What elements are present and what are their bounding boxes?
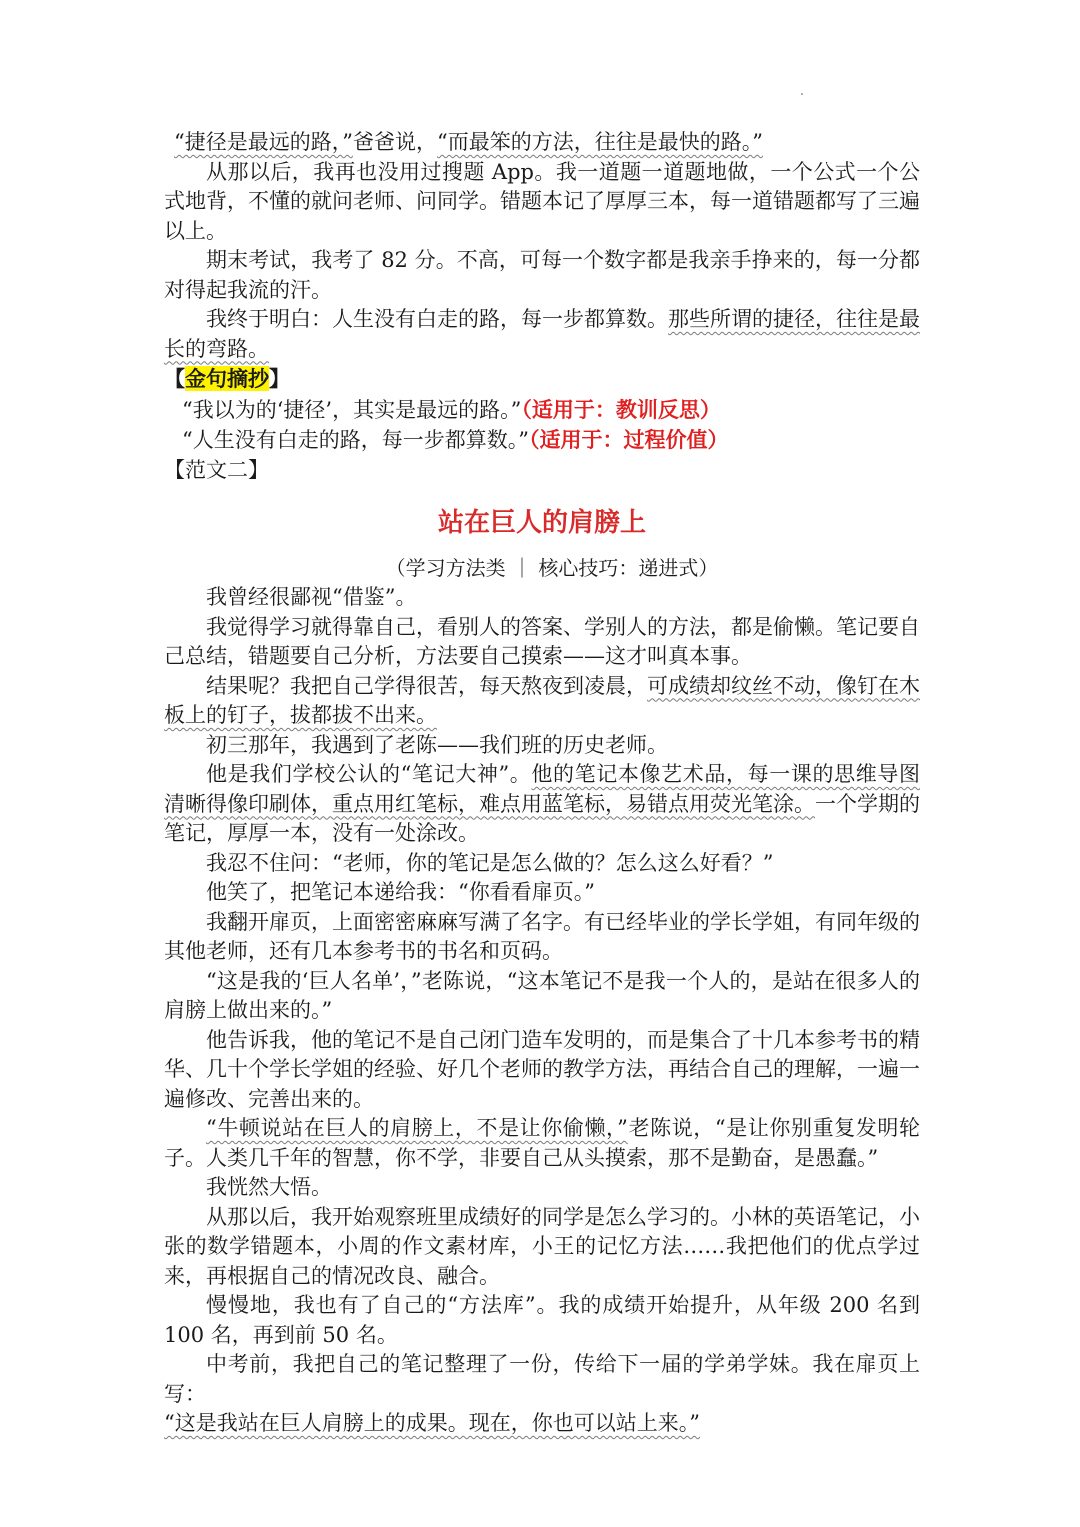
paragraph: 慢慢地，我也有了自己的“方法库”。我的成绩开始提升，从年级 200 名到 100 名，再到前 50 名。: [164, 1293, 920, 1347]
paragraph-dad-quote: [164, 128, 920, 158]
golden-quote-2: [164, 425, 920, 456]
paragraph: 期末考试，我考了 82 分。不高，可每一个数字都是我亲手挣来的，每一分都对得起我流的汗。: [164, 248, 920, 302]
paragraph: 初三那年，我遇到了老陈——我们班的历史老师。: [206, 732, 668, 757]
scan-speck: [801, 93, 803, 95]
paragraph: 我觉得学习就得靠自己，看别人的答案、学别人的方法，都是偷懒。笔记要自己总结，错题要自己分析，方法要自己摸索——这才叫真本事。: [164, 614, 920, 668]
paragraph: 我恍然大悟。: [206, 1175, 332, 1199]
essay-subtitle: （学习方法类 ｜ 核心技巧：递进式）: [385, 556, 719, 580]
paragraph: 从那以后，我再也没用过搜题 App。我一道题一道题地做，一个公式一个公式地背，不懂的就问老师、问同学。错题本记了厚厚三本，每一道错题都写了三遍以上。: [164, 159, 920, 243]
quote-attribution: 爸爸说，: [352, 130, 437, 154]
paragraph: 我忍不住问：“老师，你的笔记是怎么做的？怎么这么好看？”: [206, 850, 774, 875]
text-span: 他是我们学校公认的“笔记大神”。: [206, 762, 532, 786]
essay-title: 站在巨人的肩膀上: [437, 508, 646, 538]
quotes-heading: [164, 364, 920, 395]
paragraph: [164, 1114, 920, 1173]
tag-paren: ）: [707, 427, 729, 452]
document-body: [164, 128, 920, 1439]
highlighted-heading: 金句摘抄: [185, 366, 269, 391]
tag-paren: （: [528, 427, 540, 452]
text-span: 结果呢？我把自己学得很苦，每天熬夜到凌晨，: [206, 673, 647, 698]
underlined-sentence: 那些所谓的捷径，往往是最长的弯路。: [164, 307, 920, 361]
paragraph: 中考前，我把自己的笔记整理了一份，传给下一届的学弟学妹。我在扉页上写：: [164, 1352, 920, 1406]
paragraph: 从那以后，我开始观察班里成绩好的同学是怎么学习的。小林的英语笔记，小张的数学错题本，小周的作文素材库，小王的记忆方法……我把他们的优点学过来，再根据自己的情况改良、融合。: [164, 1204, 920, 1288]
text-span: 一个学期的笔记，厚厚一本，没有一处涂改。: [164, 791, 920, 845]
paragraph: “这是我的‘巨人名单’，”老陈说，“这本笔记不是我一个人的，是站在很多人的肩膀上做出来的。”: [164, 968, 920, 1022]
underlined-quote: “而最笨的方法，往往是最快的路。”: [436, 130, 763, 154]
closing-quote: [164, 1409, 920, 1439]
underlined-quote: “这是我站在巨人肩膀上的成果。现在，你也可以站上来。”: [164, 1411, 700, 1435]
paragraph: 我曾经很鄙视“借鉴”。: [206, 585, 417, 609]
paragraph: [164, 760, 920, 849]
quote-text: “人生没有白走的路，每一步都算数。”: [182, 428, 529, 452]
quote-text: “我以为的‘捷径’，其实是最远的路。”: [182, 397, 522, 422]
text-span: 老陈说，“是让你别重复发明轮子。人类几千年的智慧，你不学，非要自己从头摸索，那不是勤奋，是愚蠢。”: [164, 1116, 920, 1170]
paragraph: 他笑了，把笔记本递给我：“你看看扉页。”: [206, 880, 595, 904]
tag-paren: ）: [699, 396, 721, 422]
underlined-sentence: 他的笔记本像艺术品，每一课的思维导图清晰得像印刷体，重点用红笔标，难点用蓝笔标，易错点用荧光笔涂。: [164, 762, 920, 816]
bracket: 】: [269, 366, 290, 391]
paragraph: 他告诉我，他的笔记不是自己闭门造车发明的，而是集合了十几本参考书的精华、几十个学长学姐的经验、好几个老师的教学方法，再结合自己的理解，一遍一遍修改、完善出来的。: [164, 1027, 920, 1111]
paragraph-conclusion: [164, 305, 920, 364]
paragraph: [164, 672, 920, 731]
bracket: 【: [164, 366, 185, 391]
usage-tag: 适用于：教训反思: [531, 396, 700, 422]
text-span: 我终于明白：人生没有白走的路，每一步都算数。: [206, 307, 668, 331]
underlined-sentence: 可成绩却纹丝不动，像钉在木板上的钉子，拔都拔不出来。: [164, 673, 920, 727]
golden-quote-1: [164, 395, 920, 426]
usage-tag: 适用于：过程价值: [539, 427, 708, 452]
sample-label: 【范文二】: [164, 457, 269, 482]
paragraph: 我翻开扉页，上面密密麻麻写满了名字。有已经毕业的学长学姐，有同年级的其他老师，还有几本参考书的书名和页码。: [164, 909, 920, 963]
underlined-quote: “捷径是最远的路，”: [174, 130, 353, 154]
underlined-quote: “牛顿说站在巨人的肩膀上，不是让你偷懒，”: [206, 1116, 628, 1140]
tag-paren: （: [521, 396, 532, 422]
